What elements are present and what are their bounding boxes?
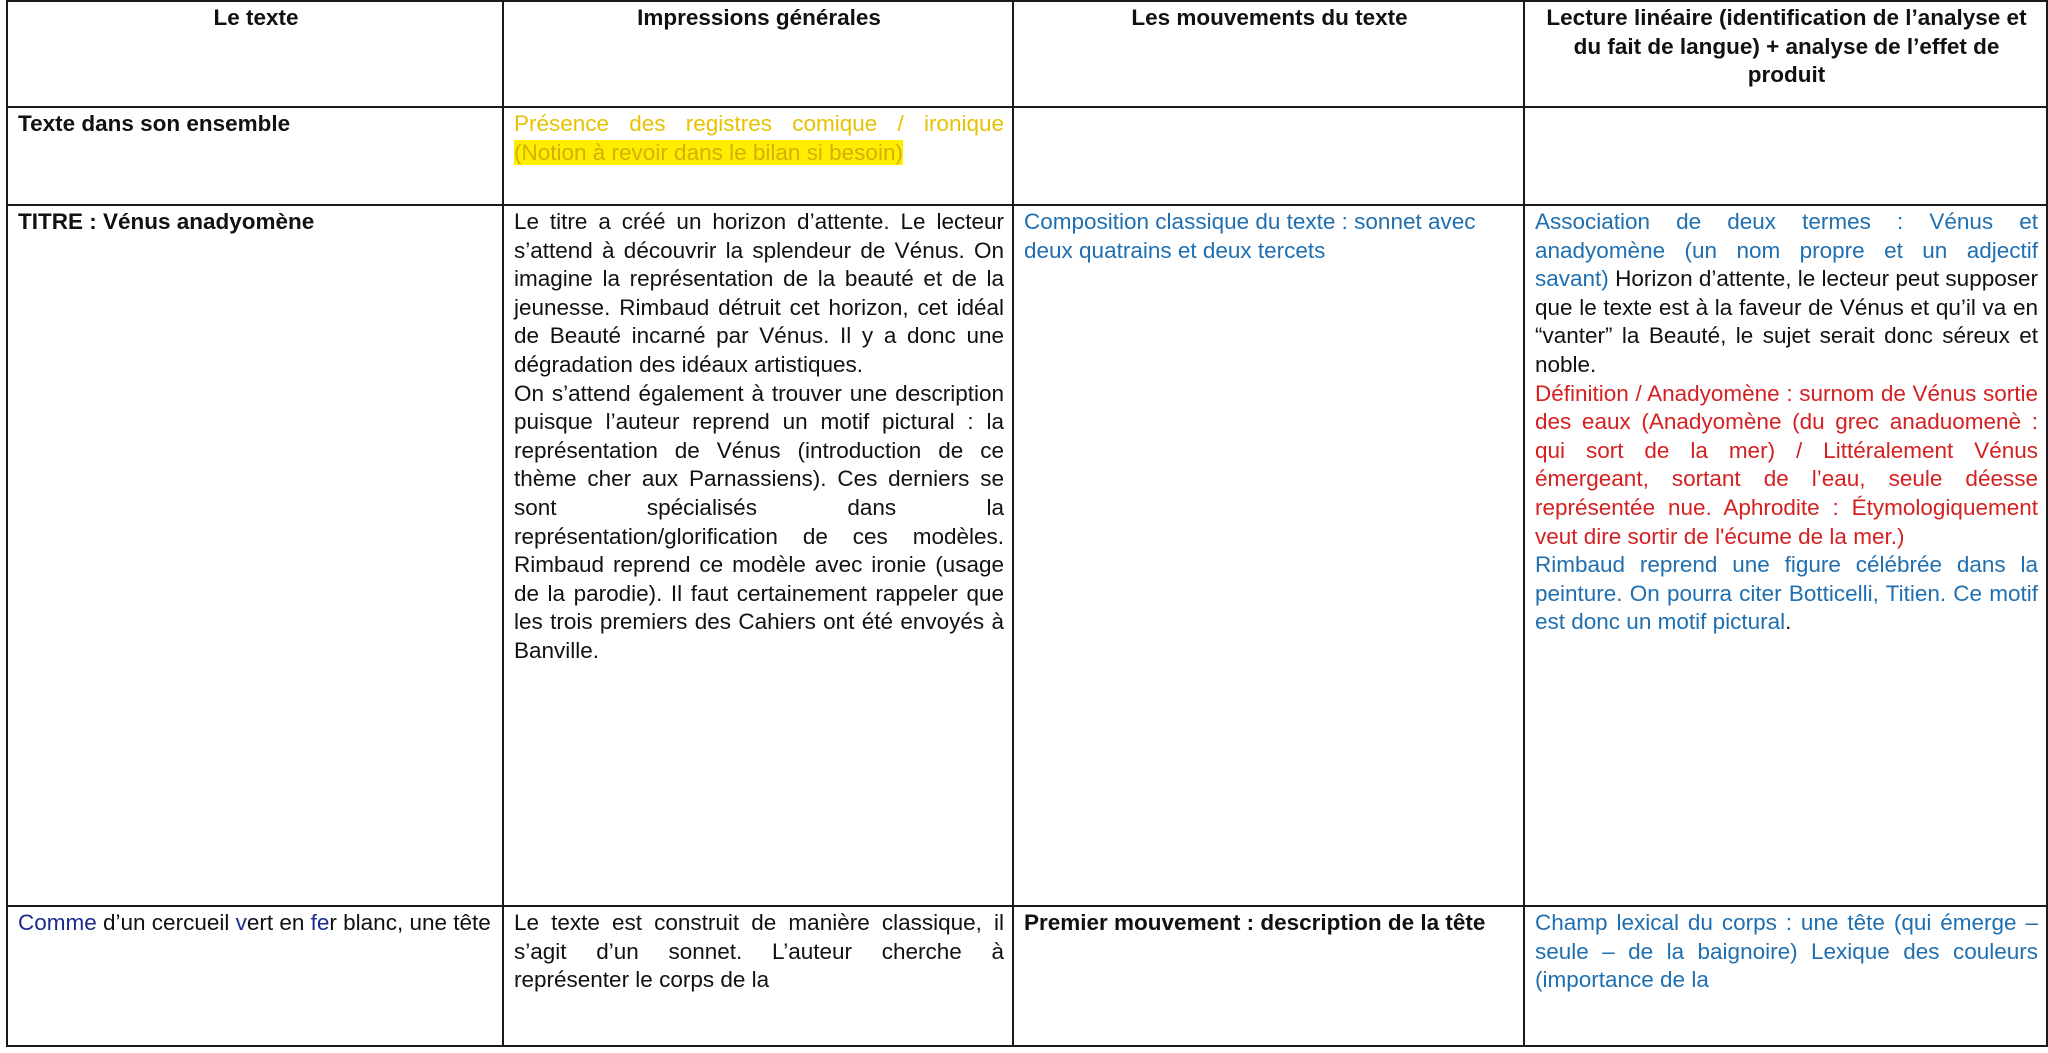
- impressions-titre-p1: Le titre a créé un horizon d’attente. Le lecteur s’attend à découvrir la splendeur de Vénus. On imagine la représentation de la beauté et de la jeunesse. Rimbaud détruit cet horizon, cet idéal de Beauté incarné par Vénus. Il y a donc une dégradation des idéaux artistiques.: [514, 209, 1004, 377]
- label-part-v: v: [235, 910, 247, 935]
- mouvements-ensemble: [1013, 107, 1524, 205]
- header-mouvements: Les mouvements du texte: [1013, 1, 1524, 107]
- impressions-ensemble: [503, 107, 1013, 205]
- table-row-ensemble: [7, 107, 2047, 205]
- row-label-titre: TITRE : Vénus anadyomène: [7, 205, 503, 906]
- lecture-titre: [1524, 205, 2047, 906]
- impressions-cercueil: Le texte est construit de manière classique, il s’agit d’un sonnet. L’auteur cherche à représenter le corps de la: [503, 906, 1013, 1046]
- lecture-end: .: [1785, 609, 1792, 635]
- impressions-titre-p2: On s’attend également à trouver une description puisque l’auteur reprend un motif pictural : la représentation de Vénus (introduction de ce thème cher aux Parnassiens). Ces derniers se sont spécialisés dans la représentation/glorification de ces modèles. Rimbaud reprend ce modèle avec ironie (usage de la parodie). Il faut certainement rappeler que les trois premiers des Cahiers ont été envoyés à Banville.: [514, 380, 1004, 663]
- mouvements-titre: Composition classique du texte : sonnet avec deux quatrains et deux tercets: [1013, 205, 1524, 906]
- header-lecture-lineaire: Lecture linéaire (identification de l’analyse et du fait de langue) + analyse de l’effet de produit: [1524, 1, 2047, 107]
- label-part-6: r blanc, une tête: [329, 910, 491, 935]
- impressions-titre: [503, 205, 1013, 906]
- registres-text: Présence des registres comique / ironique: [514, 111, 1004, 136]
- lecture-ensemble: [1524, 107, 2047, 205]
- label-part-fe: fe: [310, 910, 330, 935]
- highlighted-note: (Notion à revoir dans le bilan si besoin): [514, 139, 903, 165]
- label-part-4: ert en: [246, 910, 311, 935]
- header-le-texte: Le texte: [7, 1, 503, 107]
- analysis-table: [6, 0, 2048, 1047]
- lecture-figure-celebree: Rimbaud reprend une figure célébrée dans la peinture. On pourra citer Botticelli, Titien. Ce motif est donc un motif pictural: [1535, 552, 2038, 635]
- lecture-association: Association de deux termes : Vénus et anadyomène (un nom propre et un adjectif savant): [1535, 209, 2038, 292]
- table-row-titre: [7, 205, 2047, 906]
- label-part-comme: Comme: [18, 910, 97, 935]
- row-label-cercueil: [7, 906, 503, 1046]
- lecture-definition: Définition / Anadyomène : surnom de Vénus sortie des eaux (Anadyomène (du grec anaduomenè : qui sort de la mer) / Littéralement Vénus émergeant, sortant de l’eau, seule déesse représentée nue. Aphrodite : Étymologiquement veut dire sortir de l'écume de la mer.): [1535, 380, 2038, 549]
- lecture-horizon: Horizon d’attente, le lecteur peut supposer que le texte est à la faveur de Vénus et qu’il va en “vanter” la Beauté, le sujet serait donc séreux et noble.: [1535, 266, 2038, 377]
- lecture-cercueil: Champ lexical du corps : une tête (qui émerge – seule – de la baignoire) Lexique des couleurs (importance de la: [1524, 906, 2047, 1046]
- mouvements-cercueil: Premier mouvement : description de la tête: [1013, 906, 1524, 1046]
- header-row: [7, 1, 2047, 107]
- row-label-ensemble: Texte dans son ensemble: [7, 107, 503, 205]
- table-row-cercueil: [7, 906, 2047, 1046]
- header-impressions: Impressions générales: [503, 1, 1013, 107]
- label-part-2: d’un cercueil: [96, 910, 236, 935]
